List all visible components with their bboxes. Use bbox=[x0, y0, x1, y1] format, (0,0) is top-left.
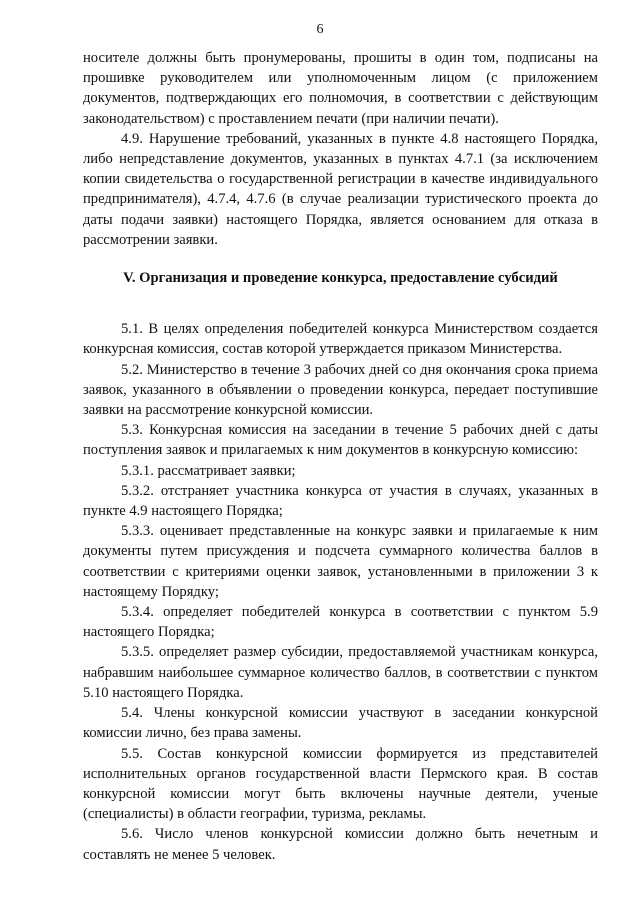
paragraph-5-2: 5.2. Министерство в течение 3 рабочих дней со дня окончания срока приема заявок, указанного в объявлении о проведении конкурса, передает поступившие заявки на рассмотрение конкурсной комиссии. bbox=[83, 361, 598, 419]
paragraph-5-5: 5.5. Состав конкурсной комиссии формируется из представителей исполнительных органов государственной власти Пермского края. В состав конкурсной комиссии могут быть включены научные деятели, ученые (специалисты) в области географии, туризма, рекламы. bbox=[83, 745, 598, 823]
document-body bbox=[83, 48, 598, 865]
paragraph-5-3-4: 5.3.4. определяет победителей конкурса в соответствии с пунктом 5.9 настоящего Порядка; bbox=[83, 604, 598, 641]
paragraph-5-3-5: 5.3.5. определяет размер субсидии, предоставляемой участникам конкурса, набравшим наибольшее суммарное количество баллов, в соответствии с пунктом 5.10 настоящего Порядка. bbox=[83, 644, 598, 701]
page-number: 6 bbox=[316, 22, 324, 37]
paragraph-5-1: 5.1. В целях определения победителей конкурса Министерством создается конкурсная комиссия, состав которой утверждается приказом Министерства. bbox=[83, 321, 598, 358]
paragraph-5-6: 5.6. Число членов конкурсной комиссии должно быть нечетным и составлять не менее 5 человек. bbox=[83, 826, 598, 863]
paragraph-5-3: 5.3. Конкурсная комиссия на заседании в течение 5 рабочих дней с даты поступления заявок и прилагаемых к ним документов в конкурсную комиссию: bbox=[83, 422, 598, 459]
paragraph-continuation: носителе должны быть пронумерованы, прошиты в один том, подписаны на прошивке руководителем или уполномоченным лицом (с приложением документов, подтверждающих его полномочия, в соответствии с действующим законодательством) с проставлением печати (при наличии печати). bbox=[83, 50, 598, 127]
paragraph-4-9: 4.9. Нарушение требований, указанных в пункте 4.8 настоящего Порядка, либо непредставление документов, указанных в пунктах 4.7.1 (за исключением копии свидетельства о государственной регистрации в качестве индивидуального предпринимателя), 4.7.4, 4.7.6 (в случае реализации туристического проекта до даты подачи заявки) настоящего Порядка, является основанием для отказа в рассмотрении заявки. bbox=[83, 130, 598, 248]
paragraph-5-3-2: 5.3.2. отстраняет участника конкурса от участия в случаях, указанных в пункте 4.9 настоящего Порядка; bbox=[83, 482, 598, 520]
paragraph-5-3-1: 5.3.1. рассматривает заявки; bbox=[121, 462, 296, 479]
paragraph-5-3-3: 5.3.3. оценивает представленные на конкурс заявки и прилагаемые к ним документы путем присуждения и подсчета суммарного количества баллов в соответствии с критериями оценки заявок, установленными в приложении 3 к настоящему Порядку; bbox=[83, 523, 598, 600]
section-heading: V. Организация и проведение конкурса, предоставление субсидий bbox=[123, 270, 558, 287]
paragraph-5-4: 5.4. Члены конкурсной комиссии участвуют в заседании конкурсной комиссии лично, без права замены. bbox=[83, 705, 598, 742]
